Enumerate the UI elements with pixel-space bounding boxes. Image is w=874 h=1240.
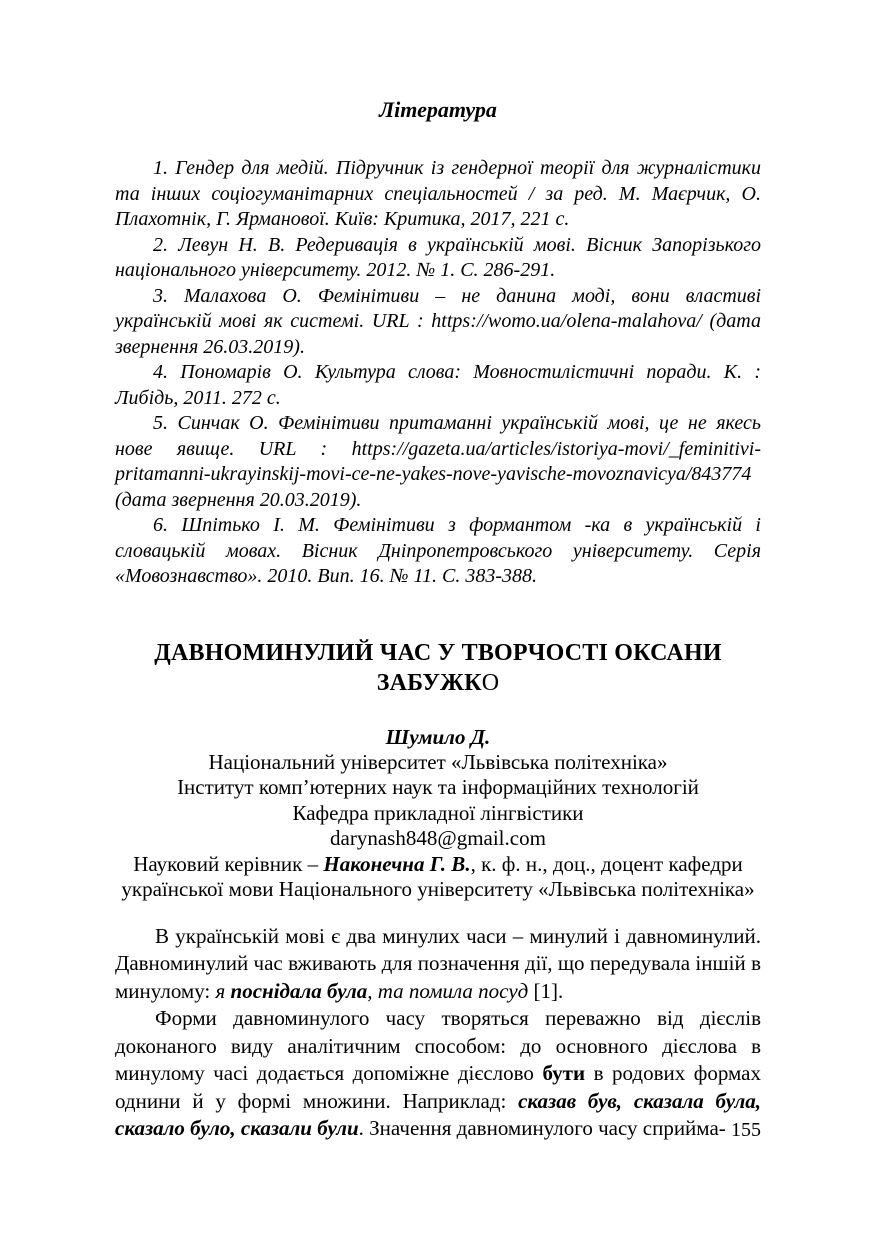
bibliography-entry-2: 2. Левун Н. В. Редеривація в українській мові. Вісник Запорізького національного університету. 2012. № 1. С. 286-291. [115,233,761,281]
supervisor-line: Науковий керівник – Наконечна Г. В., к. ф. н., доц., доцент кафедри української мови Національного університету «Львівська політехніка» [121,851,755,901]
bibliography-heading: Література [379,97,497,122]
author-email: darynash848@gmail.com [330,826,546,850]
bibliography-list [115,156,761,590]
bibliography-entry-5: 5. Синчак О. Фемінітиви притаманні українській мові, це не якесь нове явище. URL : https://gazeta.ua/articles/istoriya-movi/_feminitivi-pritamanni-ukrayinskij-movi-ce-ne-yakes-nove-yavische-movoznavicya/843774 (дата звернення 20.03.2019). [115,412,761,511]
page-number: 155 [731,1119,761,1141]
bibliography-entry-3: 3. Малахова О. Фемінітиви – не данина моді, вони властиві українській мові як системі. URL : https://womo.ua/olena-malahova/ (дата звернення 26.03.2019). [115,284,761,358]
affiliation-department: Кафедра прикладної лінгвістики [292,800,584,825]
affiliation-institute: Інститут комп’ютерних наук та інформаційних технологій [177,775,699,799]
body-paragraph-1: В українській мові є два минулих часи – минулий і давноминулий. Давноминулий час вживають для позначення дії, що передувала іншій в минулому: я поснідала була, та помила посуд [1]. [115,923,761,1003]
bibliography-entry-1: 1. Гендер для медій. Підручник із гендерної теорії для журналістики та інших соціогуманітарних спеціальностей / за ред. М. Маєрчик, О. Плахотнік, Г. Ярманової. Київ: Критика, 2017, 221 с. [115,157,761,230]
text-block [115,96,761,1143]
bibliography-entry-4: 4. Пономарів О. Культура слова: Мовностилістичні поради. К. : Либідь, 2011. 272 с. [115,361,761,409]
article-author: Шумило Д. [385,724,491,749]
bibliography-entry-6: 6. Шпітько І. М. Фемінітиви з формантом -ка в українській і словацькій мовах. Вісник Дніпропетровського університету. Серія «Мовознавство». 2010. Вип. 16. № 11. С. 383-388. [115,514,761,587]
affiliation-university: Національний університет «Львівська політехніка» [208,749,668,774]
article-title: ДАВНОМИНУЛИЙ ЧАС У ТВОРЧОСТІ ОКСАНИ ЗАБУЖКО [154,639,722,696]
body-paragraph-2: Форми давноминулого часу творяться переважно від дієслів доконаного виду аналітичним способом: до основного дієслова в минулому часі додається допоміжне дієслово бути в родових формах однини й у формі множини. Наприклад: сказав був, сказала була, сказало було, сказали були. Значення давноминулого часу сприйма- [115,1006,762,1140]
article-body [115,923,761,1143]
